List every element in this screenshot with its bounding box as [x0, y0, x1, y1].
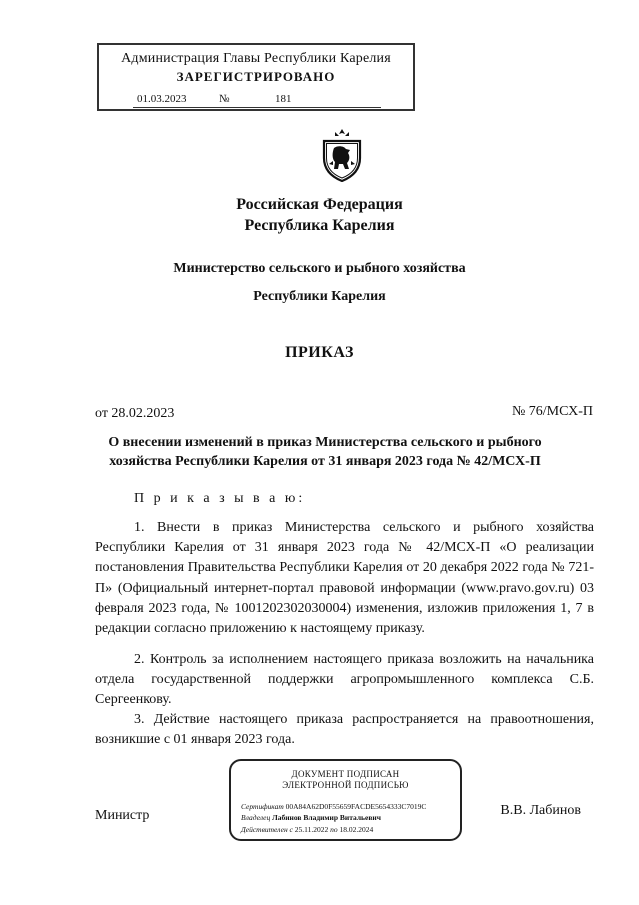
- ministry-title: Министерство сельского и рыбного хозяйства: [173, 261, 466, 276]
- esign-certificate-value: 00A84A62D0F55659FACDE5654333C7019C: [285, 802, 427, 811]
- order-date: от 28.02.2023: [95, 406, 175, 421]
- esign-valid-from-prefix: с: [289, 825, 293, 834]
- esign-owner-row: [241, 813, 381, 822]
- esign-valid-from: 25.11.2022: [294, 825, 329, 834]
- esign-certificate-label: Сертификат: [241, 802, 284, 811]
- signatory-name: В.В. Лабинов: [500, 803, 581, 818]
- order-subject-line-2: хозяйства Республики Карелия от 31 января 2023 года № 42/МСХ-П: [109, 454, 541, 469]
- esign-title-2: ЭЛЕКТРОННОЙ ПОДПИСЬЮ: [282, 780, 409, 790]
- esign-valid-to-prefix: по: [330, 825, 338, 834]
- registration-stamp: [97, 43, 415, 111]
- esign-certificate-row: [241, 802, 426, 811]
- esign-title-1: ДОКУМЕНТ ПОДПИСАН: [291, 769, 400, 779]
- ministry-region: Республики Карелия: [253, 289, 386, 304]
- country-title: Российская Федерация: [236, 196, 403, 213]
- esign-validity-label: Действителен: [241, 825, 288, 834]
- registration-date: 01.03.2023: [137, 93, 187, 105]
- registration-underline: [133, 107, 381, 108]
- order-number: № 76/МСХ-П: [511, 404, 593, 419]
- registration-authority: Администрация Главы Республики Карелия: [121, 51, 391, 66]
- electronic-signature-stamp: [229, 759, 462, 841]
- esign-valid-to: 18.02.2024: [339, 825, 374, 834]
- document-type: ПРИКАЗ: [285, 344, 354, 361]
- esign-owner-label: Владелец: [241, 813, 271, 822]
- signatory-position: Министр: [95, 808, 150, 823]
- prikazyvayu-heading: П р и к а з ы в а ю:: [134, 491, 306, 506]
- paragraph-1: 1. Внести в приказ Министерства сельского и рыбного хозяйства Республики Карелия от 31 января 2023 года № 42/МСХ-П «О реализации постановления Правительства Республики Карелия от 20 декабря 2022 года № 721-П» (Официальный интернет-портал правовой информации (www.pravo.gov.ru) 03 февраля 2023 года, № 1001202302030004) изменения, изложив приложения 1, 7 в редакции согласно приложению к настоящему приказу.: [95, 520, 594, 637]
- esign-validity-row: [241, 825, 373, 834]
- registration-number: 181: [275, 93, 292, 105]
- paragraph-2: 2. Контроль за исполнением настоящего приказа возложить на начальника отдела государственной поддержки агропромышленного комплекса С.Б. Сергеенкову.: [95, 652, 594, 708]
- coat-of-arms-icon: [320, 128, 364, 182]
- registration-status: ЗАРЕГИСТРИРОВАНО: [176, 69, 336, 84]
- region-title: Республика Карелия: [244, 217, 395, 234]
- order-subject-line-1: О внесении изменений в приказ Министерства сельского и рыбного: [108, 435, 542, 450]
- paragraph-3: 3. Действие настоящего приказа распространяется на правоотношения, возникшие с 01 января 2023 года.: [95, 712, 594, 748]
- esign-owner-value: Лабинов Владимир Витальевич: [272, 813, 381, 822]
- registration-number-sign: №: [219, 93, 230, 105]
